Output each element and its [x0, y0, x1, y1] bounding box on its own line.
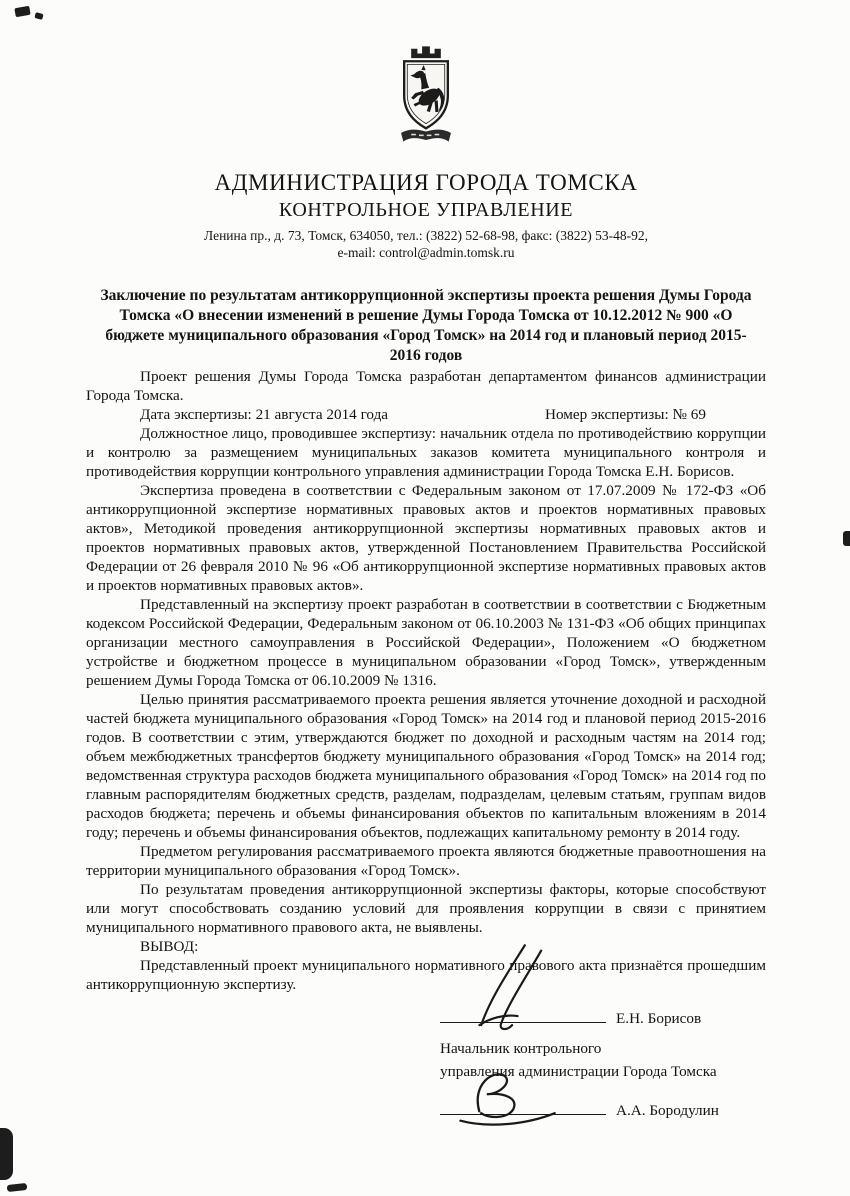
scan-artifact — [843, 531, 850, 546]
mural-crown-icon — [411, 46, 441, 58]
signatory-post — [440, 1037, 766, 1083]
signatory-post-line-2: управления администрации Города Томска — [440, 1063, 717, 1080]
department-name: КОНТРОЛЬНОЕ УПРАВЛЕНИЕ — [278, 199, 574, 221]
signature-line — [440, 1004, 606, 1023]
signature-line — [440, 1096, 606, 1115]
body-paragraph-legal-basis: Экспертиза проведена в соответствии с Федеральным законом от 17.07.2009 № 172-ФЗ «Об антикоррупционной экспертизе нормативных правовых актов и проектов нормативных правовых актов», Методикой проведения антикоррупционной экспертизы нормативных правовых актов и проектов нормативных правовых актов, утвержденной Постановлением Правительства Российской Федерации от 26 февраля 2010 № 96 «Об антикоррупционной экспертизе нормативных правовых актов и проектов нормативных правовых актов». — [86, 482, 766, 594]
expertise-meta-row — [86, 405, 766, 424]
body-paragraph-purpose: Целью принятия рассматриваемого проекта решения является уточнение доходной и расходной частей бюджета муниципального образования «Город Томск» на 2014 год и плановой период 2015-2016 годов. В соответствии с этим, утверждаются бюджет по доходной и расходным частям на 2014 год; объем межбюджетных трансфертов бюджету муниципального образования «Город Томск» на 2014 год; ведомственная структура расходов бюджета муниципального образования «Город Томск» на 2014 год по главным распорядителям бюджетных средств, разделам, подразделам, целевым статьям, группам видов расходов бюджета; перечень и объемы финансирования объектов по капитальным вложениям в 2014 году; перечень и объемы финансирования объектов, подлежащих капитальному ремонту в 2014 году. — [86, 691, 766, 841]
email-line: e-mail: control@admin.tomsk.ru — [337, 245, 515, 260]
tomsk-coat-of-arms-icon — [387, 28, 465, 160]
signature-block — [440, 1004, 766, 1120]
signatory-post-line-1: Начальник контрольного — [440, 1040, 602, 1057]
conclusion-paragraph: Представленный проект муниципального нормативного правового акта признаётся прошедшим антикоррупционную экспертизу. — [86, 957, 766, 993]
signatory-name-borisov: Е.Н. Борисов — [616, 1010, 702, 1027]
address-line: Ленина пр., д. 73, Томск, 634050, тел.: (3822) 52-68-98, факс: (3822) 53-48-92, — [204, 228, 648, 243]
scan-artifact — [7, 1183, 28, 1192]
expertise-number: Номер экспертизы: № 69 — [545, 406, 706, 423]
intro-paragraph: Проект решения Думы Города Томска разработан департаментом финансов администрации Города Томска. — [86, 368, 766, 404]
body-paragraph-results: По результатам проведения антикоррупционной экспертизы факторы, которые способствуют или могут способствовать созданию условий для проявления коррупции в связи с принятием муниципального нормативного правового акта, не выявлены. — [86, 881, 766, 936]
conclusion-heading: ВЫВОД: — [140, 938, 199, 955]
body-paragraph-official: Должностное лицо, проводившее экспертизу: начальник отдела по противодействию коррупции и контролю за размещением муниципальных заказов комитета муниципального контроля и противодействия коррупции контрольного управления администрации Города Томска Е.Н. Борисов. — [86, 425, 766, 480]
signatory-name-borodulin: А.А. Бородулин — [616, 1102, 719, 1119]
motto-banner — [401, 130, 451, 142]
signature-row-borisov — [440, 1004, 766, 1028]
organization-name: АДМИНИСТРАЦИЯ ГОРОДА ТОМСКА — [214, 170, 638, 195]
body-paragraph-subject: Предметом регулирования рассматриваемого проекта являются бюджетные правоотношения на территории муниципального образования «Город Томск». — [86, 843, 766, 879]
letterhead — [86, 28, 766, 261]
expertise-date: Дата экспертизы: 21 августа 2014 года — [140, 406, 389, 423]
document-title: Заключение по результатам антикоррупционной экспертизы проекта решения Думы Города Томска «О внесении изменений в решение Думы Города Томска от 10.12.2012 № 900 «О бюджете муниципального образования «Город Томск» на 2014 год и плановый период 2015-2016 годов — [100, 287, 752, 364]
body-paragraph-compliance: Представленный на экспертизу проект разработан в соответствии в соответствии с Бюджетным кодексом Российской Федерации, Федеральным законом от 06.10.2003 № 131-ФЗ «Об общих принципах организации местного самоуправления в Российской Федерации», Положением «О бюджетном устройстве и бюджетном процессе в муниципальном образовании «Город Томск», утвержденным решением Думы Города Томска от 06.10.2009 № 1316. — [86, 596, 766, 689]
signature-row-borodulin — [440, 1096, 766, 1120]
scan-artifact — [0, 1128, 13, 1180]
